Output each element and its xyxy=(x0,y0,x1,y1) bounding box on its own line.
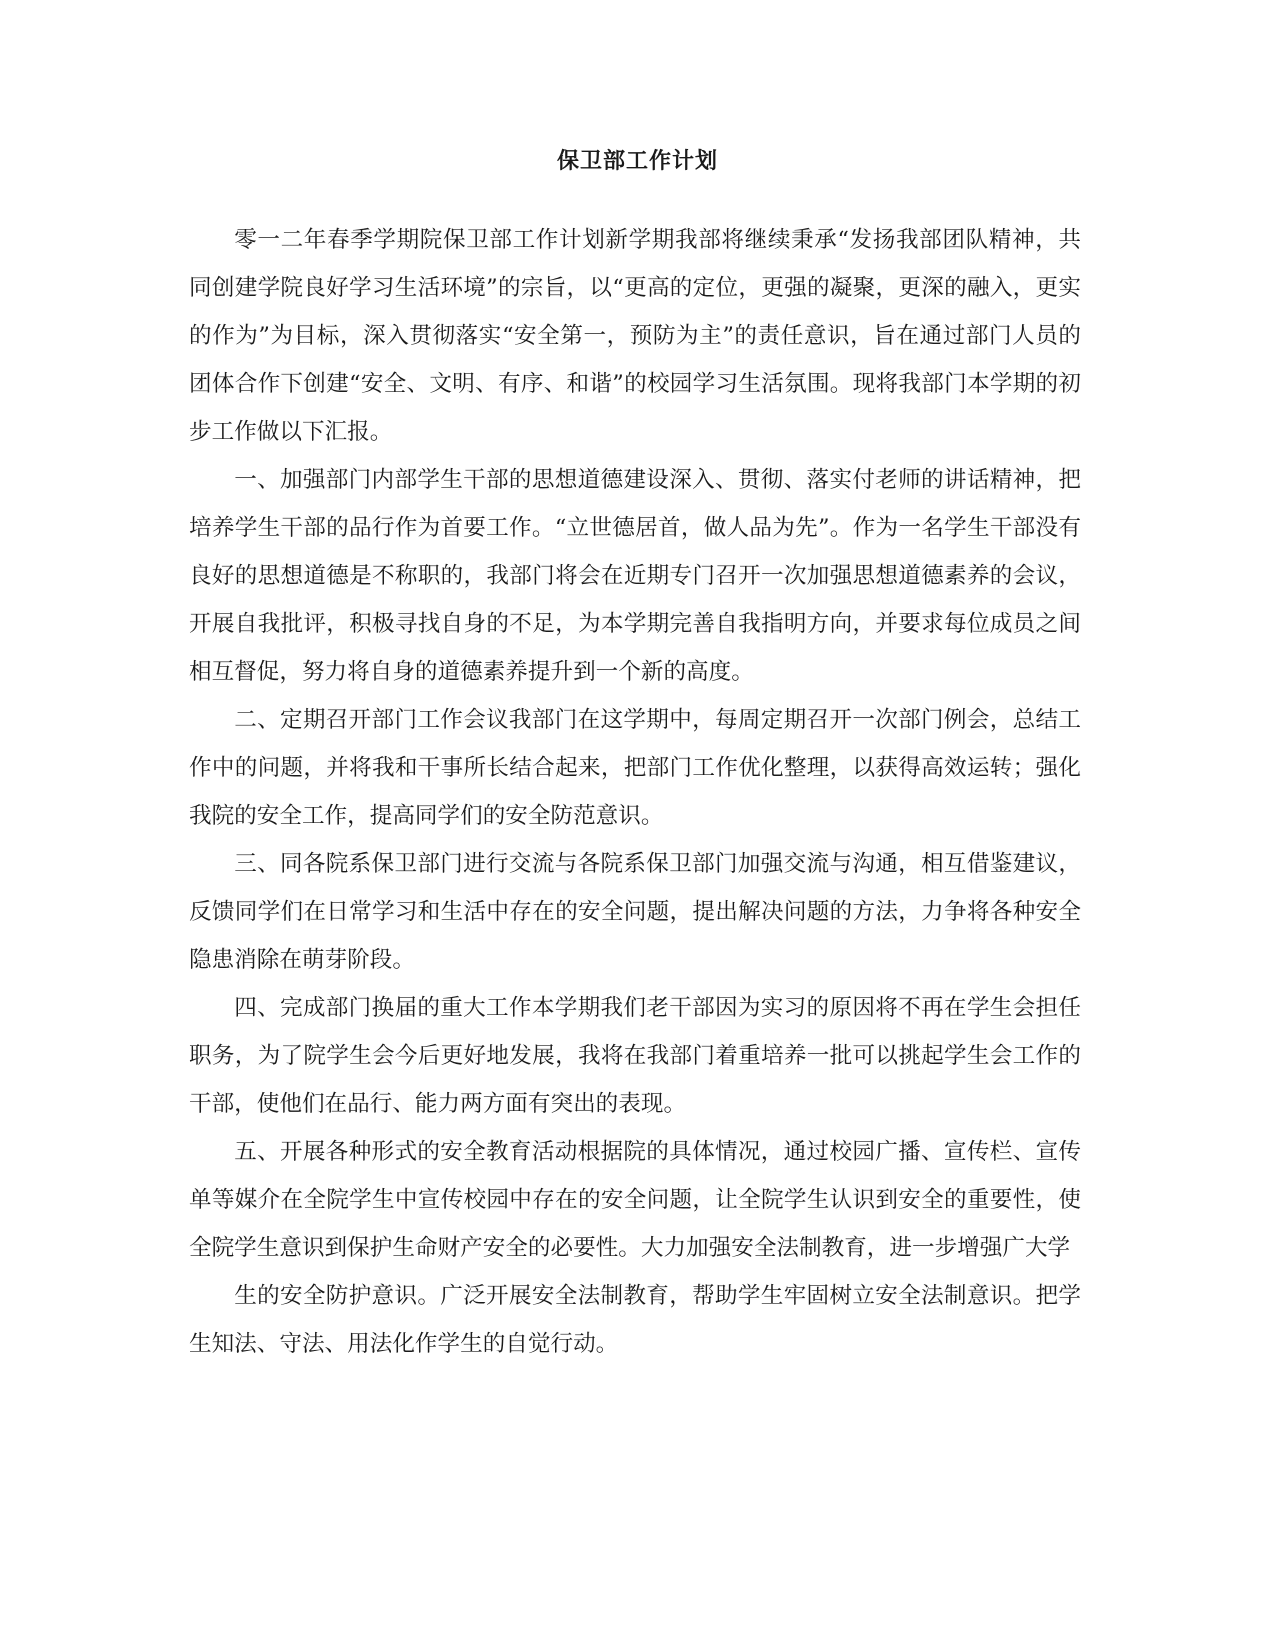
paragraph-section-2: 二、定期召开部门工作会议我部门在这学期中，每周定期召开一次部门例会，总结工作中的问题，并将我和干事所长结合起来，把部门工作优化整理，以获得高效运转；强化我院的安全工作，提高同学们的安全防范意识。 xyxy=(189,707,1081,829)
document-title: 保卫部工作计划 xyxy=(556,148,718,174)
paragraph-section-3: 三、同各院系保卫部门进行交流与各院系保卫部门加强交流与沟通，相互借鉴建议，反馈同学们在日常学习和生活中存在的安全问题，提出解决问题的方法，力争将各种安全隐患消除在萌芽阶段。 xyxy=(189,851,1081,973)
paragraph-section-1: 一、加强部门内部学生干部的思想道德建设深入、贯彻、落实付老师的讲话精神，把培养学生干部的品行作为首要工作。“立世德居首，做人品为先”。作为一名学生干部没有良好的思想道德是不称职的，我部门将会在近期专门召开一次加强思想道德素养的会议，开展自我批评，积极寻找自身的不足，为本学期完善自我指明方向，并要求每位成员之间相互督促，努力将自身的道德素养提升到一个新的高度。 xyxy=(189,467,1081,685)
document-body xyxy=(189,216,1081,1368)
paragraph-intro: 零一二年春季学期院保卫部工作计划新学期我部将继续秉承“发扬我部团队精神，共同创建学院良好学习生活环境”的宗旨，以“更高的定位，更强的凝聚，更深的融入，更实的作为”为目标，深入贯彻落实“安全第一，预防为主”的责任意识，旨在通过部门人员的团体合作下创建“安全、文明、有序、和谐”的校园学习生活氛围。现将我部门本学期的初步工作做以下汇报。 xyxy=(189,227,1081,445)
paragraph-section-5-continued: 生的安全防护意识。广泛开展安全法制教育，帮助学生牢固树立安全法制意识。把学生知法、守法、用法化作学生的自觉行动。 xyxy=(189,1283,1081,1357)
paragraph-section-4: 四、完成部门换届的重大工作本学期我们老干部因为实习的原因将不再在学生会担任职务，为了院学生会今后更好地发展，我将在我部门着重培养一批可以挑起学生会工作的干部，使他们在品行、能力两方面有突出的表现。 xyxy=(189,995,1081,1117)
paragraph-section-5: 五、开展各种形式的安全教育活动根据院的具体情况，通过校园广播、宣传栏、宣传单等媒介在全院学生中宣传校园中存在的安全问题，让全院学生认识到安全的重要性，使全院学生意识到保护生命财产安全的必要性。大力加强安全法制教育，进一步增强广大学 xyxy=(189,1139,1081,1261)
